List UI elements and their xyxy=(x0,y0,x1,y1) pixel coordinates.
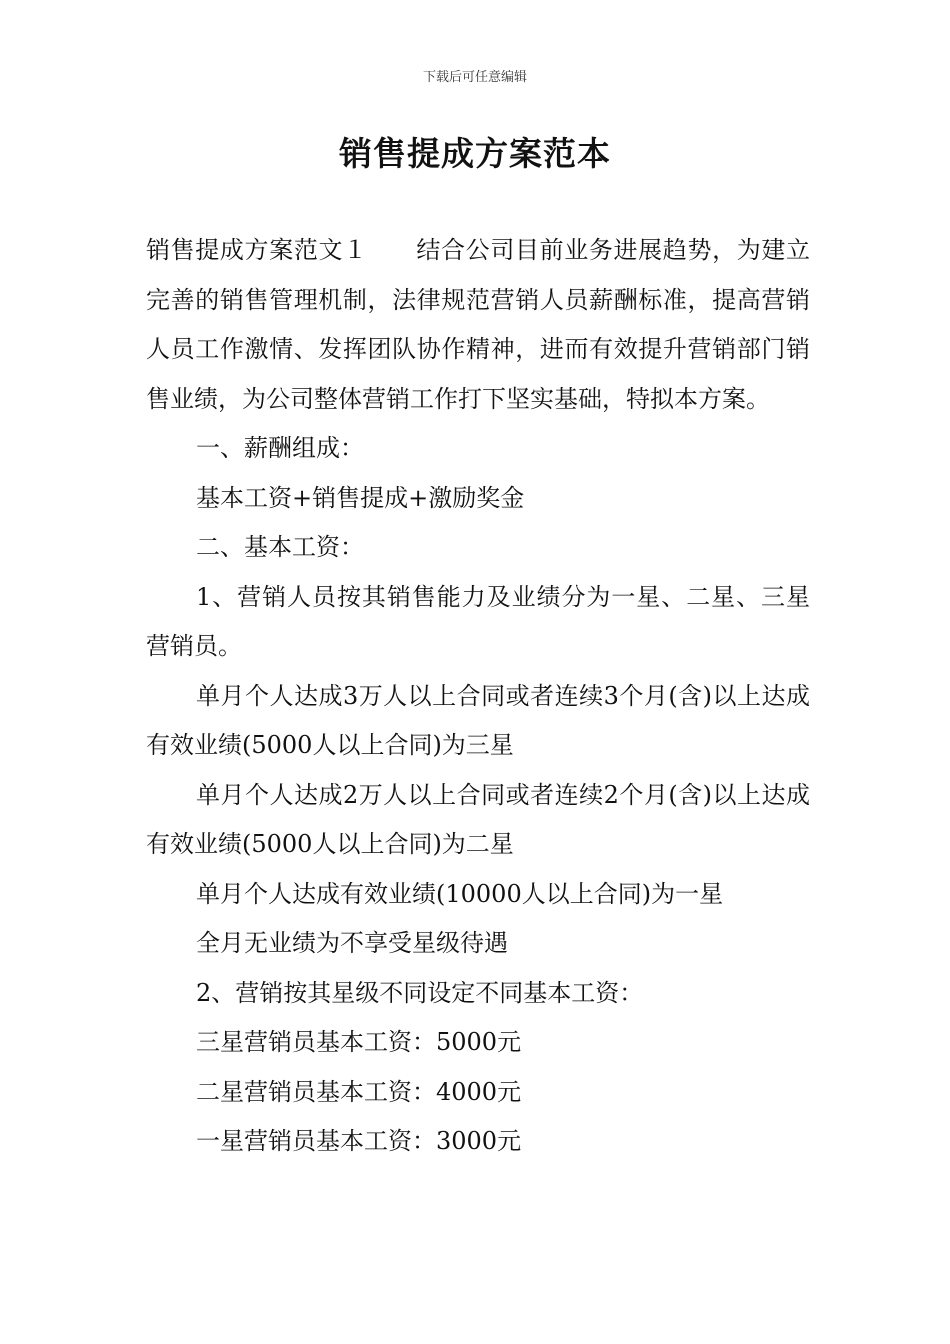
section-heading-salary-composition: 一、薪酬组成： xyxy=(196,434,364,462)
salary-composition-text: 基本工资+销售提成+激励奖金 xyxy=(196,483,525,512)
no-performance-rule: 全月无业绩为不享受星级待遇 xyxy=(196,929,508,957)
one-star-base-salary: 一星营销员基本工资：3000元 xyxy=(196,1127,522,1155)
one-star-criteria: 单月个人达成有效业绩(10000人以上合同)为一星 xyxy=(196,879,724,908)
base-salary-by-star-heading: 2、营销按其星级不同设定不同基本工资： xyxy=(196,978,644,1007)
header-note: 下载后可任意编辑 xyxy=(422,70,527,85)
section-heading-base-salary: 二、基本工资： xyxy=(196,533,364,561)
intro-lead: 销售提成方案范文１ xyxy=(146,236,368,264)
two-star-base-salary: 二星营销员基本工资：4000元 xyxy=(196,1077,522,1106)
three-star-base-salary: 三星营销员基本工资：5000元 xyxy=(196,1028,522,1056)
intro-text: 结合公司目前业务进展趋势，为建立完善的销售管理机制，法律规范营销人员薪酬标准，提高营销人员工作激情、发挥团队协作精神，进而有效提升营销部门销售业绩，为公司整体营销工作打下坚实基础，特拟本方案。 xyxy=(146,236,811,413)
three-star-criteria: 单月个人达成3万人以上合同或者连续3个月(含)以上达成有效业绩(5000人以上合同)为三星 xyxy=(146,681,810,759)
document-title: 销售提成方案范本 xyxy=(339,134,611,173)
two-star-criteria: 单月个人达成2万人以上合同或者连续2个月(含)以上达成有效业绩(5000人以上合同)为二星 xyxy=(146,780,810,858)
star-levels-paragraph: 1、营销人员按其销售能力及业绩分为一星、二星、三星营销员。 xyxy=(146,582,810,660)
document-body xyxy=(146,226,810,1167)
intro-paragraph xyxy=(146,226,810,424)
